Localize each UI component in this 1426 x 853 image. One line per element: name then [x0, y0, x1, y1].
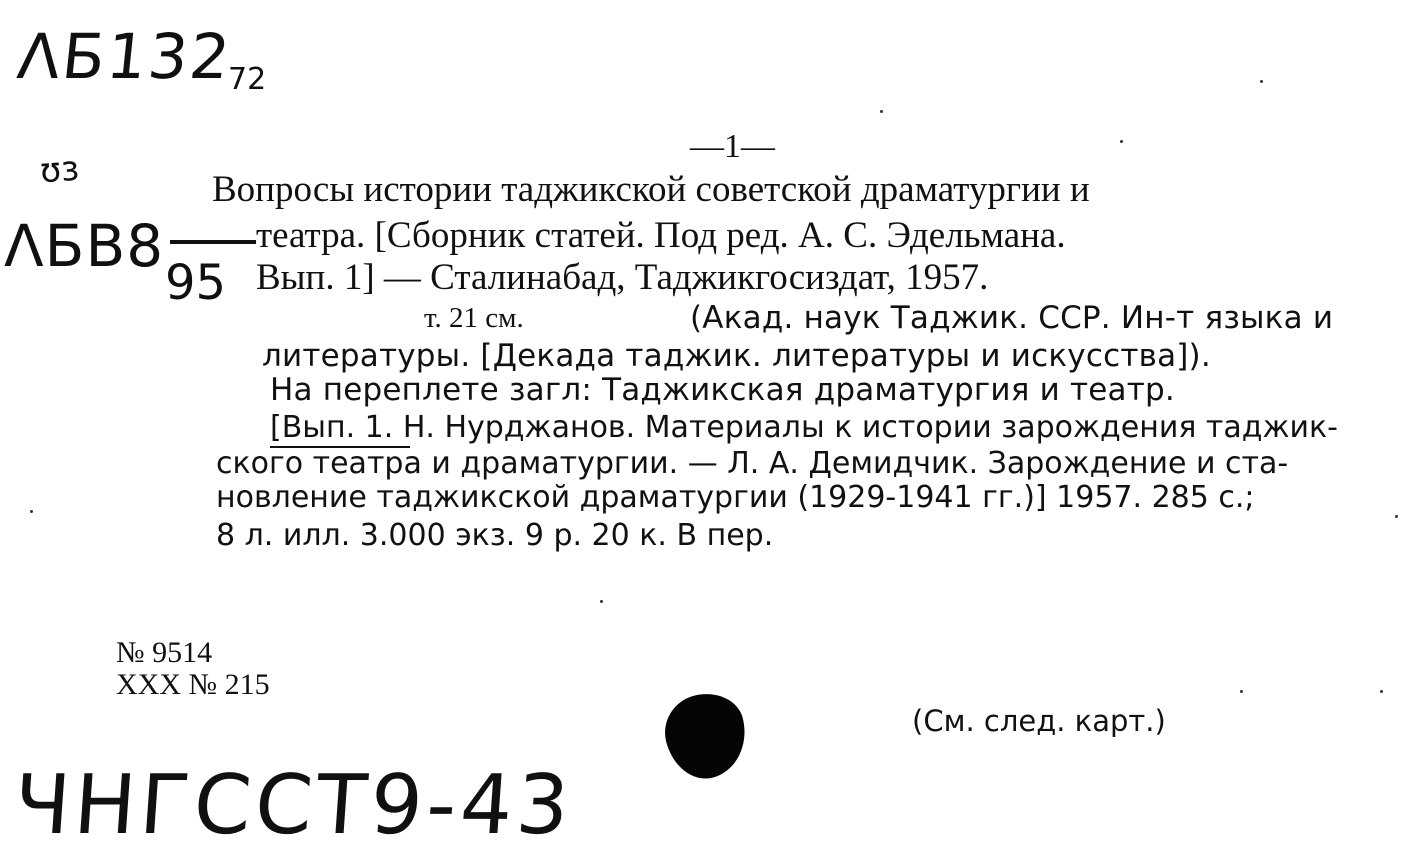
speck	[1395, 515, 1398, 518]
speck	[600, 600, 603, 603]
entry-line-2: театра. [Сборник статей. Под ред. А. С. Эдельмана.	[256, 215, 1066, 256]
entry-line-7: [Вып. 1. Н. Нурджанов. Материалы к истории зарождения таджик-	[270, 410, 1338, 445]
speck	[1260, 80, 1263, 83]
handwritten-code-bottom: ЧНГССТ9-43	[10, 758, 576, 853]
entry-line-5: литературы. [Декада таджик. литературы и искусства]).	[262, 338, 1211, 374]
card-number: —1—	[690, 128, 775, 165]
ink-blot	[657, 686, 755, 787]
handwritten-shelf-code-mid-suffix: 95	[165, 255, 227, 311]
speck	[1380, 690, 1383, 693]
speck	[1120, 140, 1123, 143]
entry-line-8: ского театра и драматургии. — Л. А. Демидчик. Зарождение и ста-	[216, 446, 1289, 481]
see-next-card-note: (См. след. карт.)	[912, 704, 1166, 738]
entry-line-10: 8 л. илл. 3.000 экз. 9 р. 20 к. В пер.	[216, 518, 774, 553]
handwritten-mark: ʊз	[38, 148, 81, 192]
handwritten-shelf-code-top-suffix: 72	[228, 62, 267, 97]
entry-line-4-series: (Акад. наук Таджик. ССР. Ин-т языка и	[690, 300, 1334, 336]
entry-line-1: Вопросы истории таджикской советской драматургии и	[212, 169, 1090, 210]
entry-line-4-size: т. 21 см.	[424, 302, 524, 334]
entry-line-3: Вып. 1] — Сталинабад, Таджикгосиздат, 1957.	[256, 257, 989, 298]
speck	[30, 510, 33, 513]
handwritten-shelf-code-top: ΛБ132	[14, 20, 236, 93]
entry-line-6: На переплете загл: Таджикская драматургия и театр.	[270, 372, 1175, 408]
entry-line-9: новление таджикской драматургии (1929-1941 гг.)] 1957. 285 с.;	[216, 480, 1255, 515]
series-record-number: XXX № 215	[116, 668, 270, 701]
record-number: № 9514	[116, 636, 213, 669]
speck	[1240, 690, 1243, 693]
handwritten-dash	[170, 240, 256, 244]
speck	[880, 110, 883, 113]
handwritten-shelf-code-mid: ΛБВ8	[4, 212, 165, 280]
